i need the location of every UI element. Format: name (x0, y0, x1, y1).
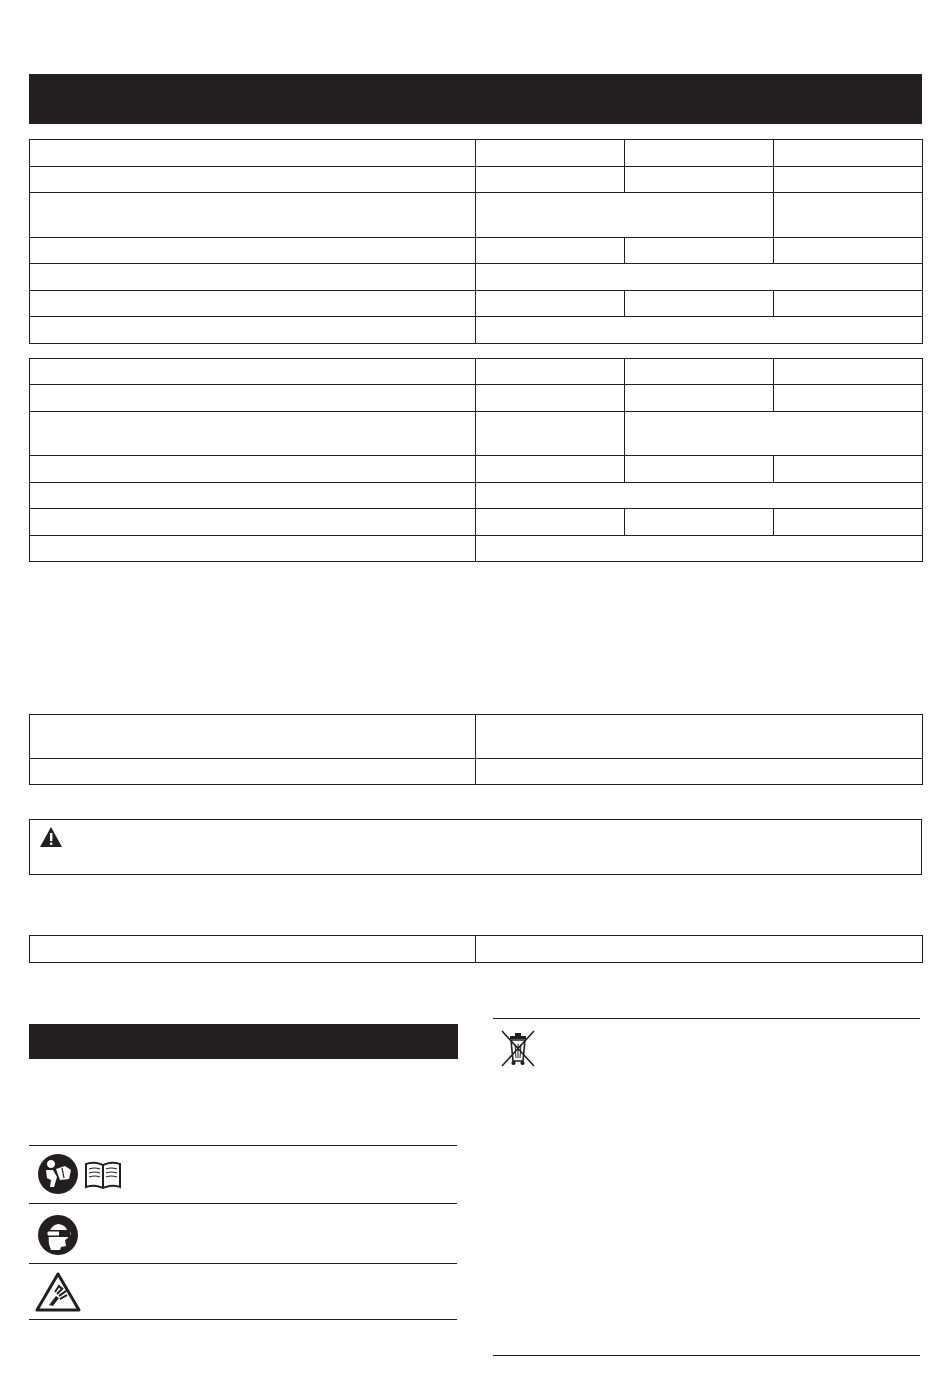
table-row (30, 536, 923, 562)
symbol-row-blade-hazard (29, 1264, 457, 1319)
section-header-title (29, 90, 39, 107)
warning-box (29, 819, 922, 875)
divider (29, 1319, 457, 1320)
table-row (30, 759, 923, 785)
section-header-bar (29, 74, 922, 124)
table-row (30, 412, 923, 456)
symbol-row-eye-protection (29, 1204, 457, 1263)
symbol-row-manual (29, 1146, 457, 1203)
table-row (30, 291, 923, 317)
table-row (30, 317, 923, 344)
symbols-header-bar (29, 1024, 458, 1059)
vibration-table (29, 935, 923, 963)
spec-table-1 (29, 139, 923, 344)
table-row (30, 140, 923, 167)
symbols-header-title (29, 1033, 37, 1049)
read-manual-icon (37, 1153, 79, 1195)
table-row (30, 715, 923, 759)
table-row (30, 359, 923, 385)
table-row (30, 456, 923, 483)
noise-table (29, 714, 923, 785)
table-row (30, 385, 923, 412)
eye-protection-icon (37, 1214, 79, 1256)
table-row (30, 167, 923, 193)
table-row (30, 483, 923, 509)
table-row (30, 509, 923, 536)
spec-table-2 (29, 358, 923, 562)
manual-book-icon (84, 1160, 122, 1190)
crossed-out-bin-icon (499, 1028, 537, 1068)
table-row (30, 238, 923, 264)
table-row (30, 193, 923, 238)
divider (493, 1018, 920, 1019)
table-row (30, 936, 923, 963)
divider (493, 1355, 920, 1356)
table-row (30, 264, 923, 291)
blade-hazard-icon (35, 1272, 81, 1312)
warning-triangle-icon (40, 827, 62, 847)
